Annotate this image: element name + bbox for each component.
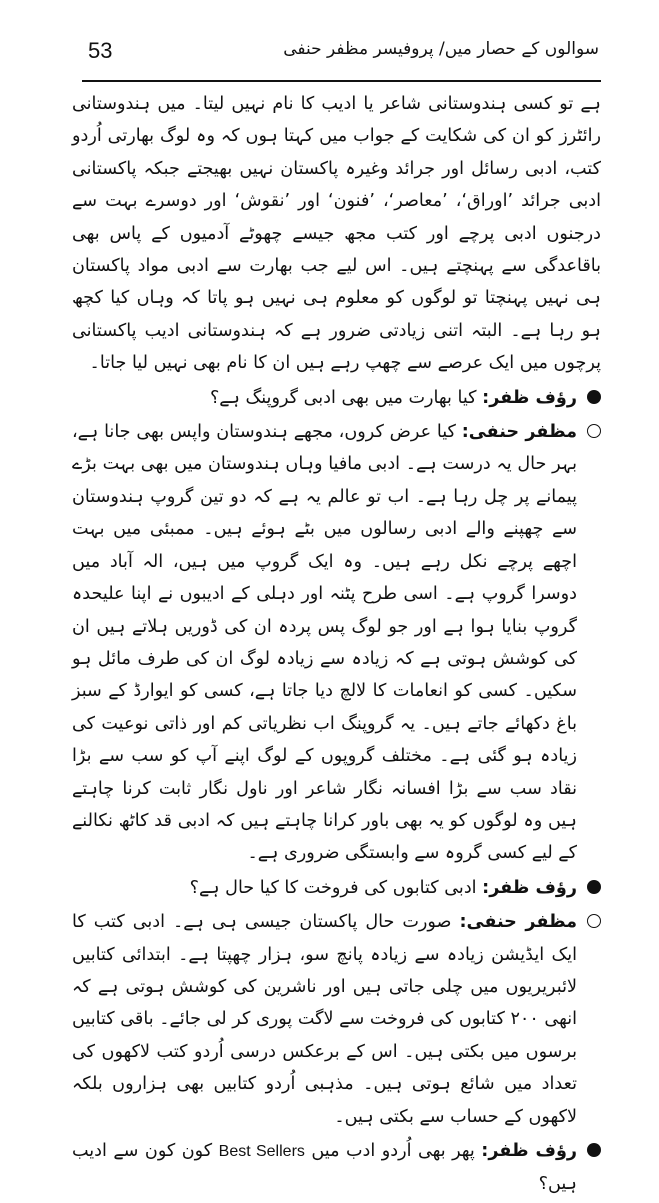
answer-text: کیا عرض کروں، مجھے ہندوستان واپس بھی جانا ہے، بہر حال یہ درست ہے۔ ادبی مافیا وہاں ہندوستان میں بھی بہت بڑے پیمانے پر چل رہا ہے۔ اب تو عالم یہ ہے کہ دو تین گروپ ہندوستان سے چھپنے والے ادبی رسالوں میں بٹے ہوئے ہیں۔ ممبئی میں بہت اچھے پرچے نکل رہے ہیں۔ وہ ایک گروپ میں ہیں، الہ آباد میں دوسرا گروپ ہے۔ اسی طرح پٹنہ اور دہلی کے ادیبوں نے اپنا علیحدہ گروپ بنایا ہوا ہے اور جو لوگ پس پردہ ان کی ڈوریں ہلاتے ہیں ان کی کوشش ہوتی ہے کہ زیادہ سے زیادہ لوگ ان کی طرف مائل ہو سکیں۔ کسی کو انعامات کا لالچ دیا جاتا ہے، کسی کو ایوارڈ کے سبز باغ دکھائے جاتے ہیں۔ یہ گروپنگ اب نظریاتی کم اور ذاتی نوعیت کی زیادہ ہو گئی ہے۔ مختلف گروپوں کے لوگ اپنے آپ کو سب سے بڑا نقاد سب سے بڑا افسانہ نگار شاعر اور ناول نگار ثابت کرنا چاہتے ہیں وہ لوگوں کو یہ بھی باور کرانا چاہتے ہیں کہ ادبی قد کاٹھ نکالنے کے لیے کسی گروہ سے وابستگی ضروری ہے۔ <box>72 422 577 864</box>
interviewer-bullet-icon <box>587 880 601 894</box>
question-text: کیا بھارت میں بھی ادبی گروپنگ ہے؟ <box>209 387 477 408</box>
question <box>72 382 601 414</box>
interviewer-bullet-icon <box>587 390 601 404</box>
question-text: پھر بھی اُردو ادب میں <box>311 1141 475 1161</box>
speaker-name: مظفر حنفی: <box>459 912 578 933</box>
speaker-name: رؤف ظفر: <box>481 1141 578 1161</box>
paragraph <box>72 88 601 380</box>
page-number: 53 <box>88 38 113 63</box>
question <box>72 1135 601 1201</box>
header-rule <box>82 80 601 82</box>
running-header: سوالوں کے حصار میں/ پروفیسر مظفر حنفی <box>283 39 599 59</box>
paragraph-text: ہے تو کسی ہندوستانی شاعر یا ادیب کا نام نہیں لیتا۔ میں ہندوستانی رائٹرز کو ان کی شکایت کے جواب میں کہتا ہوں کہ وہ لوگ بھارتی اُردو کتب، ادبی رسائل اور جرائد وغیرہ پاکستان نہیں بھیجتے جبکہ پاکستانی ادبی جرائد ’اوراق‘، ’معاصر‘، ’فنون‘ اور ’نقوش‘ اور دوسرے بہت سے درجنوں ادبی پرچے اور کتب مجھ جیسے چھوٹے آدمیوں کے پاس بھی باقاعدگی سے پہنچتے ہیں۔ اس لیے جب بھارت سے ادبی مواد پاکستان ہی نہیں پہنچتا تو لوگوں کو معلوم ہی نہیں ہو پاتا کہ وہاں کیا کچھ ہو رہا ہے۔ البتہ اتنی زیادتی ضرور ہے کہ ہندوستانی ادیب پاکستانی پرچوں میں ایک عرصے سے چھپ رہے ہیں ان کا نام بھی نہیں لیا جاتا۔ <box>72 94 601 374</box>
question-text: ادبی کتابوں کی فروخت کا کیا حال ہے؟ <box>189 877 477 898</box>
speaker-name: مظفر حنفی: <box>461 422 578 443</box>
answer <box>72 906 601 1133</box>
question-text: کون کون سے ادیب ہیں؟ <box>72 1141 577 1195</box>
question <box>72 872 601 904</box>
interviewer-bullet-icon <box>587 1143 601 1157</box>
english-term: Best Sellers <box>218 1143 305 1160</box>
answer <box>72 416 601 870</box>
respondent-bullet-icon <box>587 914 601 928</box>
speaker-name: رؤف ظفر: <box>482 877 577 898</box>
answer-text: صورت حال پاکستان جیسی ہی ہے۔ ادبی کتب کا ایک ایڈیشن زیادہ سے زیادہ پانچ سو، ہزار چھپتا ہے۔ ابتدائی کتابیں لائبریریوں میں چلی جاتی ہیں اور ناشرین کی کوشش ہوتی ہے کہ انھی ۲۰۰ کتابوں کی فروخت سے لاگت پوری کر لی جائے۔ باقی کتابیں برسوں میں بکتی ہیں۔ اس کے برعکس درسی اُردو کتب لاکھوں کی تعداد میں شائع ہوتی ہیں۔ مذہبی اُردو کتابیں بھی ہزاروں بلکہ لاکھوں کے حساب سے بکتی ہیں۔ <box>72 912 577 1127</box>
body-text <box>72 88 601 1203</box>
speaker-name: رؤف ظفر: <box>482 387 577 408</box>
respondent-bullet-icon <box>587 424 601 438</box>
